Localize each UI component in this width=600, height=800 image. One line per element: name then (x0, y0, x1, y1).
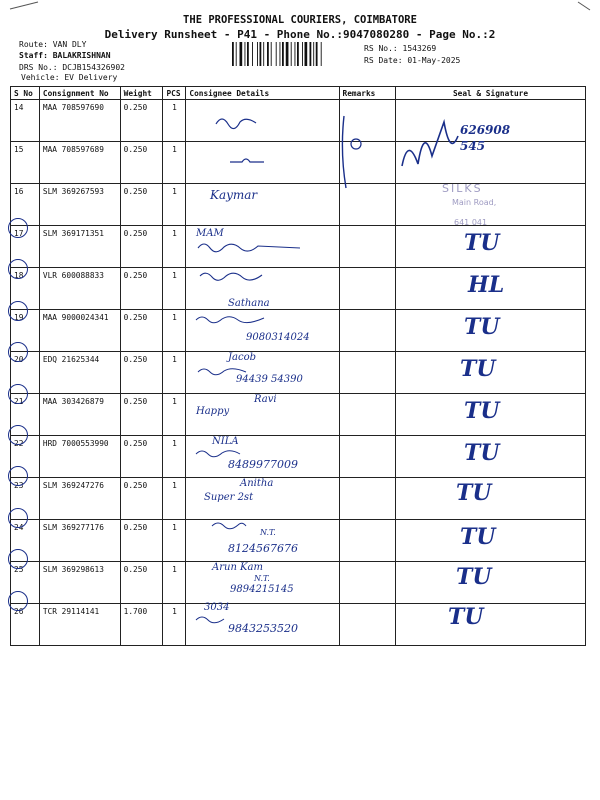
row-pcs: 1 (163, 520, 186, 562)
consignee-phone: 8489977009 (228, 458, 298, 471)
row-pcs: 1 (163, 310, 186, 352)
consignee-phone: 9080314024 (246, 332, 310, 343)
row-pcs: 1 (163, 604, 186, 646)
row-pcs: 1 (163, 352, 186, 394)
row-pcs: 1 (163, 100, 186, 142)
barcode-bar (240, 42, 243, 66)
handwriting-scribble (194, 446, 244, 458)
consignee-note: 3034 (204, 602, 230, 613)
signature-initials: TU (464, 440, 500, 466)
barcode-bar (310, 42, 312, 66)
barcode-bar (291, 42, 292, 66)
row-consignment: SLM 369267593 (39, 184, 120, 226)
row-sno: 17 (11, 226, 40, 268)
row-consignment: TCR 29114141 (39, 604, 120, 646)
handwriting-scribble (194, 312, 274, 324)
row-sno: 25 (11, 562, 40, 604)
row-sno: 20 (11, 352, 40, 394)
table-row (11, 520, 586, 562)
row-seal (396, 604, 586, 646)
barcode-bar (257, 42, 258, 66)
consignee-phone: 9894215145 (230, 584, 294, 595)
row-sno: 22 (11, 436, 40, 478)
signature-initials: TU (464, 398, 500, 424)
consignee-phone: 8124567676 (228, 542, 298, 555)
row-pcs: 1 (163, 562, 186, 604)
row-remarks (339, 436, 396, 478)
row-remarks (339, 394, 396, 436)
handwriting-scribble (228, 152, 268, 166)
corner-mark-right (574, 0, 594, 14)
handwriting-scribble (196, 238, 306, 254)
signature-initials: TU (460, 524, 496, 550)
signature-initials: HL (468, 272, 505, 298)
consignee-name: Kaymar (210, 188, 258, 202)
consignee-name: Anitha (240, 478, 274, 489)
row-consignment: SLM 369247276 (39, 478, 120, 520)
row-pcs: 1 (163, 436, 186, 478)
signature-initials: TU (460, 356, 496, 382)
signature-initials: TU (448, 604, 484, 630)
barcode-bar (245, 42, 246, 66)
row-consignment: SLM 369298613 (39, 562, 120, 604)
row-pcs: 1 (163, 184, 186, 226)
row-weight: 0.250 (120, 520, 163, 562)
signature-initials: TU (464, 314, 500, 340)
row-remarks (339, 520, 396, 562)
row-weight: 0.250 (120, 436, 163, 478)
consignee-note: N.T. (260, 528, 276, 537)
row-weight: 0.250 (120, 352, 163, 394)
row-consignee (186, 100, 339, 142)
row-sno: 18 (11, 268, 40, 310)
row-consignment: EDQ 21625344 (39, 352, 120, 394)
row-consignment: SLM 369171351 (39, 226, 120, 268)
row-weight: 0.250 (120, 268, 163, 310)
table-row (11, 562, 586, 604)
company-title: THE PROFESSIONAL COURIERS, COIMBATORE (183, 14, 417, 26)
stamp-line1: Main Road, (452, 198, 497, 207)
col-sno: S No (11, 87, 40, 100)
table-row (11, 478, 586, 520)
table-row (11, 604, 586, 646)
barcode-bar (321, 42, 322, 66)
barcode-bar (316, 42, 318, 66)
serial-circle (8, 508, 28, 528)
serial-circle (8, 218, 28, 238)
consignee-name: MAM (196, 228, 224, 239)
corner-mark (8, 0, 48, 12)
row-sno: 21 (11, 394, 40, 436)
row-consignment: MAA 9000024341 (39, 310, 120, 352)
barcode-bar (271, 42, 272, 66)
serial-circle (8, 591, 28, 611)
row-consignment: SLM 369277176 (39, 520, 120, 562)
signature-initials: TU (464, 230, 500, 256)
serial-circle (8, 549, 28, 569)
barcode-bar (260, 42, 262, 66)
row-pcs: 1 (163, 142, 186, 184)
row-weight: 0.250 (120, 394, 163, 436)
consignee-name: Sathana (228, 298, 270, 309)
barcode-bar (263, 42, 264, 66)
barcode-bar (252, 42, 253, 66)
serial-circle (8, 466, 28, 486)
row-consignment: HRD 7000553990 (39, 436, 120, 478)
handwriting-scribble (198, 268, 268, 282)
consignee-name: Happy (196, 406, 230, 417)
vehicle-label: Vehicle: EV Delivery (21, 73, 118, 82)
row-weight: 0.250 (120, 562, 163, 604)
serial-circle (8, 301, 28, 321)
consignee-name: Ravi (254, 394, 277, 405)
row-remarks (339, 268, 396, 310)
col-pcs: PCS (163, 87, 186, 100)
seal-number: 626908 545 (460, 123, 511, 153)
drs-label: DRS No.: DCJB154326902 (19, 63, 125, 72)
row-pcs: 1 (163, 268, 186, 310)
row-weight: 0.250 (120, 100, 163, 142)
row-remarks (339, 352, 396, 394)
signature-initials: TU (456, 564, 492, 590)
row-weight: 1.700 (120, 604, 163, 646)
barcode-bar (276, 42, 277, 66)
consignee-phone: 9843253520 (228, 622, 298, 635)
consignee-name: Jacob (228, 352, 256, 363)
row-consignment: MAA 708597690 (39, 100, 120, 142)
row-consignment: MAA 303426879 (39, 394, 120, 436)
barcode-bar (313, 42, 314, 66)
serial-circle (8, 259, 28, 279)
row-weight: 0.250 (120, 310, 163, 352)
handwriting-scribble (212, 112, 262, 130)
consignee-note: Super 2st (204, 492, 254, 503)
row-sno: 15 (11, 142, 40, 184)
consignee-name: NILA (212, 436, 239, 447)
barcode-bar (280, 42, 281, 66)
row-remarks (339, 478, 396, 520)
serial-circle (8, 425, 28, 445)
row-weight: 0.250 (120, 184, 163, 226)
remarks-mark (338, 112, 368, 192)
row-sno: 26 (11, 604, 40, 646)
table-row (11, 352, 586, 394)
serial-circle (8, 342, 28, 362)
barcode-bar (297, 42, 299, 66)
barcode-bar (267, 42, 269, 66)
signature-initials: TU (456, 480, 492, 506)
row-weight: 0.250 (120, 478, 163, 520)
barcode-bar (305, 42, 308, 66)
row-sno: 23 (11, 478, 40, 520)
row-sno: 16 (11, 184, 40, 226)
row-remarks (339, 310, 396, 352)
row-remarks (339, 562, 396, 604)
stamp-line2: 641 041 (454, 218, 488, 227)
route-label: Route: VAN DLY (19, 40, 87, 49)
row-consignment: MAA 708597689 (39, 142, 120, 184)
barcode-bar (282, 42, 284, 66)
consignee-note: N.T. (254, 574, 270, 583)
row-remarks (339, 226, 396, 268)
row-consignee (186, 184, 339, 226)
rs-date: RS Date: 01-May-2025 (364, 56, 461, 65)
stamp-name: SILKS (442, 182, 483, 195)
col-seal: Seal & Signature (396, 87, 586, 100)
barcode-bar (232, 42, 234, 66)
row-weight: 0.250 (120, 226, 163, 268)
row-sno: 24 (11, 520, 40, 562)
barcode-bar (247, 42, 249, 66)
row-consignee (186, 520, 339, 562)
consignee-name: Arun Kam (212, 562, 263, 573)
barcode-bar (302, 42, 303, 66)
runsheet-subtitle: Delivery Runsheet - P41 - Phone No.:9047080280 - Page No.:2 (104, 28, 496, 41)
col-weight: Weight (120, 87, 163, 100)
table-header (11, 87, 586, 100)
row-pcs: 1 (163, 478, 186, 520)
handwriting-scribble (210, 518, 250, 530)
col-remarks: Remarks (339, 87, 396, 100)
serial-circle (8, 384, 28, 404)
barcode-bar (295, 42, 296, 66)
row-pcs: 1 (163, 394, 186, 436)
rs-number: RS No.: 1543269 (364, 44, 437, 53)
row-remarks (339, 604, 396, 646)
row-sno: 19 (11, 310, 40, 352)
staff-label: Staff: BALAKRISHNAN (19, 51, 111, 60)
consignee-phone: 94439 54390 (236, 374, 303, 385)
col-consignment: Consignment No (39, 87, 120, 100)
barcode (232, 42, 350, 66)
barcode-bar (286, 42, 289, 66)
row-weight: 0.250 (120, 142, 163, 184)
row-sno: 14 (11, 100, 40, 142)
col-consignee: Consignee Details (186, 87, 339, 100)
row-pcs: 1 (163, 226, 186, 268)
row-consignment: VLR 600088833 (39, 268, 120, 310)
barcode-bar (236, 42, 237, 66)
